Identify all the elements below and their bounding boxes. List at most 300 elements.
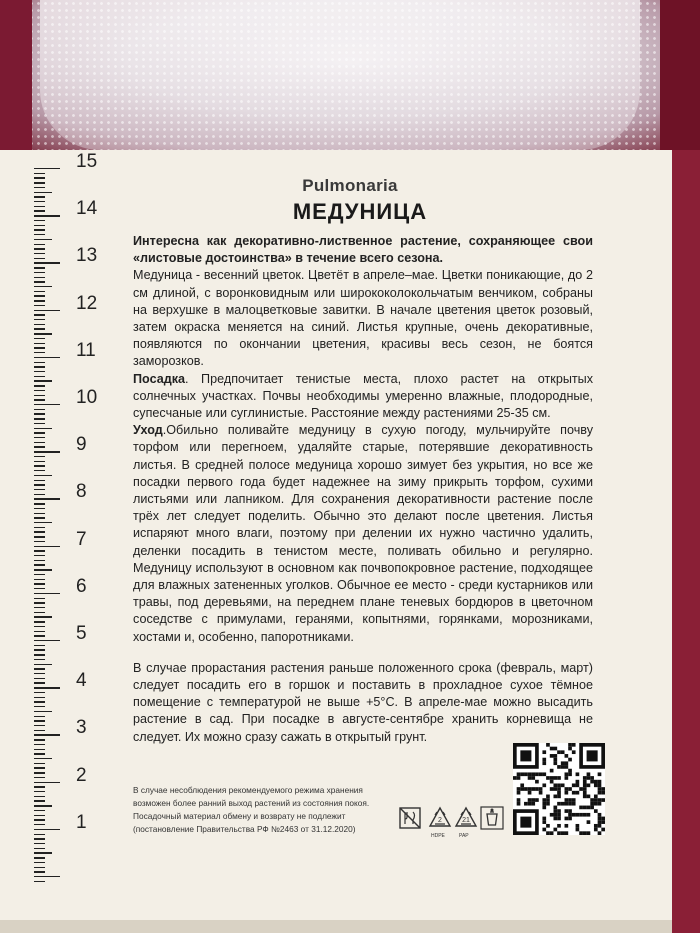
qr-module bbox=[576, 824, 580, 828]
qr-module bbox=[568, 743, 572, 747]
trash-bin-icon bbox=[480, 806, 504, 830]
qr-module bbox=[590, 806, 594, 810]
ruler-tick bbox=[34, 376, 45, 377]
ruler-number: 1 bbox=[76, 811, 87, 833]
qr-module bbox=[568, 802, 572, 806]
ruler-tick bbox=[34, 767, 45, 768]
ruler-tick bbox=[34, 253, 45, 254]
ruler-tick bbox=[34, 281, 45, 282]
ruler-tick bbox=[34, 522, 52, 523]
ruler-tick bbox=[34, 800, 45, 801]
ruler-tick bbox=[34, 654, 45, 655]
ruler-tick bbox=[34, 687, 60, 688]
qr-module bbox=[565, 817, 569, 821]
qr-module bbox=[565, 754, 569, 758]
ruler-tick bbox=[34, 583, 45, 584]
ruler-tick bbox=[34, 579, 45, 580]
qr-module bbox=[531, 802, 535, 806]
qr-module bbox=[535, 772, 539, 776]
qr-module bbox=[594, 828, 598, 832]
qr-module bbox=[528, 802, 532, 806]
ruler-tick bbox=[34, 786, 45, 787]
ruler-tick bbox=[34, 621, 45, 622]
ruler-tick bbox=[34, 682, 45, 683]
qr-module bbox=[583, 780, 587, 784]
ruler-tick bbox=[34, 362, 45, 363]
qr-module bbox=[553, 817, 557, 821]
qr-module bbox=[598, 824, 602, 828]
qr-module bbox=[594, 795, 598, 799]
qr-module bbox=[565, 787, 569, 791]
qr-module bbox=[572, 743, 576, 747]
qr-module bbox=[590, 780, 594, 784]
qr-code-icon bbox=[513, 743, 605, 835]
package-edge-left bbox=[0, 0, 32, 150]
ruler-number: 11 bbox=[76, 339, 96, 361]
qr-module bbox=[550, 769, 554, 773]
qr-module bbox=[587, 772, 591, 776]
ruler-tick bbox=[34, 645, 45, 646]
ruler-tick bbox=[34, 834, 45, 835]
qr-module bbox=[572, 750, 576, 754]
ruler-tick bbox=[34, 857, 45, 858]
mesh-texture bbox=[0, 0, 700, 150]
qr-module bbox=[517, 776, 521, 780]
qr-module bbox=[583, 776, 587, 780]
ruler-tick bbox=[34, 668, 45, 669]
ruler-tick bbox=[34, 546, 60, 547]
qr-module bbox=[601, 817, 605, 821]
ruler-tick bbox=[34, 598, 45, 599]
qr-module bbox=[535, 780, 539, 784]
qr-module bbox=[561, 761, 565, 765]
ruler-tick bbox=[34, 720, 45, 721]
ruler-tick bbox=[34, 328, 45, 329]
qr-module bbox=[553, 828, 557, 832]
qr-module bbox=[542, 828, 546, 832]
ruler-tick bbox=[34, 446, 45, 447]
ruler-tick bbox=[34, 560, 45, 561]
qr-module bbox=[572, 802, 576, 806]
ruler-tick bbox=[34, 267, 45, 268]
qr-module bbox=[535, 787, 539, 791]
ruler-tick bbox=[34, 527, 45, 528]
ruler-tick bbox=[34, 442, 45, 443]
qr-module bbox=[576, 780, 580, 784]
qr-module bbox=[572, 813, 576, 817]
qr-module bbox=[565, 791, 569, 795]
care-label: Уход bbox=[133, 423, 163, 438]
qr-module bbox=[598, 798, 602, 802]
ruler-tick bbox=[34, 867, 45, 868]
qr-module bbox=[601, 798, 605, 802]
qr-module bbox=[594, 824, 598, 828]
qr-module bbox=[531, 787, 535, 791]
ruler-tick bbox=[34, 272, 45, 273]
ruler-tick bbox=[34, 390, 45, 391]
ruler-tick bbox=[34, 753, 45, 754]
ruler-tick bbox=[34, 248, 45, 249]
qr-module bbox=[557, 791, 561, 795]
ruler-tick bbox=[34, 564, 45, 565]
qr-module bbox=[557, 750, 561, 754]
qr-module bbox=[550, 780, 554, 784]
ruler-tick bbox=[34, 796, 45, 797]
ruler-tick bbox=[34, 480, 45, 481]
qr-module bbox=[528, 772, 532, 776]
qr-module bbox=[572, 791, 576, 795]
ruler-number: 3 bbox=[76, 717, 87, 739]
ruler-tick bbox=[34, 716, 45, 717]
package-side bbox=[672, 150, 700, 933]
ruler-tick bbox=[34, 314, 45, 315]
planting-label: Посадка bbox=[133, 371, 186, 386]
ruler-tick bbox=[34, 484, 45, 485]
no-food-contact-icon bbox=[398, 806, 422, 830]
qr-module bbox=[598, 783, 602, 787]
care-text: .Обильно поливайте медуницу в сухую погоду, мульчируйте почву торфом или перегноем, удаляйте старые, потерявшие декоративность листья. В средней полосе медуница хорошо зимует без укрытия, но все же посадки первого года будет надежнее на зиму прикрыть торфом, сухими листьями или лапником. Для сохранения декоративности растение после трёх лет следует поделить. Обычно это делают после цветения. Листья испаряют много влаги, поэтому при делении их нужно частично удалить, деленки посадить в тенистом месте, поливать обильно и регулярно. Медуницу используют в основном как почвопокровное растение, подходящее для влажных затененных уголков. Обычное ее место - среди кустарников или травы, под деревьями, на переднем плане теневых бордюров в цветочном соседстве с примулами, геранями, копытнями, горянками, морозниками, хостами и, особенно, папоротниками. bbox=[133, 423, 593, 644]
ruler-tick bbox=[34, 862, 45, 863]
qr-module bbox=[561, 783, 565, 787]
qr-module bbox=[517, 787, 521, 791]
qr-module bbox=[546, 743, 550, 747]
package-top-photo bbox=[0, 0, 700, 150]
ruler-tick bbox=[34, 489, 45, 490]
qr-module bbox=[572, 783, 576, 787]
ruler-tick bbox=[34, 730, 45, 731]
qr-module bbox=[568, 798, 572, 802]
qr-module bbox=[583, 783, 587, 787]
ruler-tick bbox=[34, 881, 45, 882]
qr-module bbox=[568, 769, 572, 773]
qr-module bbox=[587, 776, 591, 780]
qr-module bbox=[587, 813, 591, 817]
ruler-tick bbox=[34, 404, 60, 405]
qr-module bbox=[553, 787, 557, 791]
ruler-tick bbox=[34, 380, 52, 381]
qr-module bbox=[528, 787, 532, 791]
description bbox=[133, 233, 593, 746]
ruler-tick bbox=[34, 456, 45, 457]
qr-module bbox=[565, 772, 569, 776]
ruler-tick bbox=[34, 517, 45, 518]
qr-module bbox=[531, 798, 535, 802]
qr-module bbox=[553, 761, 557, 765]
qr-module bbox=[590, 798, 594, 802]
qr-module bbox=[550, 754, 554, 758]
qr-module bbox=[531, 776, 535, 780]
ruler-tick bbox=[34, 196, 45, 197]
ruler-tick bbox=[34, 673, 45, 674]
qr-module bbox=[561, 831, 565, 835]
qr-module bbox=[520, 783, 524, 787]
ruler bbox=[34, 150, 104, 920]
ruler-tick bbox=[34, 692, 45, 693]
ruler-tick bbox=[34, 602, 45, 603]
qr-module bbox=[528, 776, 532, 780]
qr-module bbox=[568, 809, 572, 813]
qr-module bbox=[553, 795, 557, 799]
ruler-tick bbox=[34, 234, 45, 235]
qr-module bbox=[568, 813, 572, 817]
recycle-pap-icon bbox=[454, 806, 478, 830]
qr-module bbox=[598, 820, 602, 824]
ruler-tick bbox=[34, 385, 45, 386]
ruler-tick bbox=[34, 418, 45, 419]
qr-module bbox=[583, 831, 587, 835]
ruler-tick bbox=[34, 432, 45, 433]
qr-module bbox=[583, 813, 587, 817]
ruler-tick bbox=[34, 357, 60, 358]
footer-line: В случае несоблюдения рекомендуемого режима хранения bbox=[133, 785, 363, 795]
qr-module bbox=[520, 787, 524, 791]
qr-module bbox=[576, 828, 580, 832]
qr-module bbox=[572, 798, 576, 802]
footer-line: Посадочный материал обмену и возврату не подлежит bbox=[133, 811, 346, 821]
qr-module bbox=[520, 817, 531, 828]
recycle-hdpe-icon bbox=[428, 806, 452, 830]
ruler-tick bbox=[34, 824, 45, 825]
ruler-tick bbox=[34, 664, 52, 665]
qr-module bbox=[550, 747, 554, 751]
qr-module bbox=[598, 802, 602, 806]
ruler-tick bbox=[34, 262, 60, 263]
ruler-number: 12 bbox=[76, 292, 98, 314]
qr-module bbox=[601, 787, 605, 791]
ruler-number: 4 bbox=[76, 670, 87, 692]
ruler-tick bbox=[34, 876, 60, 877]
qr-module bbox=[557, 787, 561, 791]
ruler-tick bbox=[34, 640, 60, 641]
qr-module bbox=[565, 831, 569, 835]
qr-module bbox=[520, 750, 531, 761]
qr-module bbox=[583, 795, 587, 799]
qr-module bbox=[542, 802, 546, 806]
qr-module bbox=[550, 813, 554, 817]
ruler-tick bbox=[34, 461, 45, 462]
ruler-tick bbox=[34, 258, 45, 259]
ruler-tick bbox=[34, 805, 52, 806]
ruler-tick bbox=[34, 338, 45, 339]
ruler-number: 5 bbox=[76, 623, 87, 644]
qr-module bbox=[517, 772, 521, 776]
ruler-tick bbox=[34, 607, 45, 608]
ruler-number: 6 bbox=[76, 575, 87, 597]
ruler-tick bbox=[34, 310, 60, 311]
qr-module bbox=[579, 806, 583, 810]
ruler-tick bbox=[34, 871, 45, 872]
qr-module bbox=[553, 813, 557, 817]
ruler-tick bbox=[34, 843, 45, 844]
ruler-tick bbox=[34, 395, 45, 396]
ruler-tick bbox=[34, 173, 45, 174]
ruler-tick bbox=[34, 810, 45, 811]
latin-name: Pulmonaria bbox=[302, 176, 398, 195]
qr-module bbox=[517, 791, 521, 795]
storage-notice bbox=[133, 784, 413, 836]
qr-module bbox=[587, 831, 591, 835]
qr-module bbox=[557, 831, 561, 835]
ruler-tick bbox=[34, 631, 45, 632]
intro-text: Медуница - весенний цветок. Цветёт в апреле–мае. Цветки поникающие, до 2 см длиной, с воронковидным или ширококолокольчатым венчиком, собраны на верхушке в малоцветковые завитки. В начале цветения цветок розовый, затем окраска меняется на синий. Листья крупные, очень декоративные, появляются по окончании цветения, красивы весь сезон, не боятся заморозков. bbox=[133, 268, 593, 369]
qr-module bbox=[594, 783, 598, 787]
qr-module bbox=[557, 783, 561, 787]
qr-module bbox=[583, 787, 587, 791]
qr-module bbox=[579, 831, 583, 835]
qr-module bbox=[594, 802, 598, 806]
ruler-tick bbox=[34, 616, 52, 617]
ruler-tick bbox=[34, 343, 45, 344]
qr-module bbox=[568, 772, 572, 776]
qr-module bbox=[576, 791, 580, 795]
qr-module bbox=[601, 828, 605, 832]
qr-module bbox=[557, 809, 561, 813]
qr-module bbox=[565, 765, 569, 769]
ruler-tick bbox=[34, 319, 45, 320]
qr-module bbox=[542, 817, 546, 821]
qr-module bbox=[598, 813, 602, 817]
qr-module bbox=[539, 772, 543, 776]
qr-module bbox=[583, 791, 587, 795]
qr-module bbox=[583, 806, 587, 810]
ruler-tick bbox=[34, 725, 45, 726]
qr-module bbox=[520, 772, 524, 776]
early-growth-text: В случае прорастания растения раньше положенного срока (февраль, март) следует посадить его в горшок и поставить в прохладное сухое тёмное помещение с температурой не выше +5°С. В апреле-мае можно высадить растение в сад. При посадке в августе-сентябре хранить корневища не следует. Их можно сразу сажать в открытый грунт. bbox=[133, 660, 593, 744]
qr-module bbox=[542, 750, 546, 754]
qr-module bbox=[557, 776, 561, 780]
ruler-tick bbox=[34, 744, 45, 745]
ruler-number: 10 bbox=[76, 387, 98, 408]
qr-module bbox=[565, 802, 569, 806]
ruler-tick bbox=[34, 739, 45, 740]
ruler-tick bbox=[34, 508, 45, 509]
qr-module bbox=[531, 772, 535, 776]
qr-module bbox=[553, 754, 557, 758]
ruler-tick bbox=[34, 711, 52, 712]
qr-module bbox=[598, 831, 602, 835]
qr-module bbox=[546, 798, 550, 802]
ruler-tick bbox=[34, 437, 45, 438]
ruler-tick bbox=[34, 291, 45, 292]
qr-module bbox=[587, 806, 591, 810]
qr-module bbox=[568, 787, 572, 791]
qr-module bbox=[565, 809, 569, 813]
qr-module bbox=[542, 798, 546, 802]
qr-module bbox=[579, 787, 583, 791]
ruler-number: 2 bbox=[76, 764, 87, 786]
ruler-number: 9 bbox=[76, 434, 87, 456]
ruler-tick bbox=[34, 550, 45, 551]
recycling-icons bbox=[398, 806, 508, 840]
qr-module bbox=[542, 761, 546, 765]
qr-module bbox=[553, 758, 557, 762]
qr-module bbox=[598, 780, 602, 784]
ruler-number: 14 bbox=[76, 198, 98, 220]
planting-text: . Предпочитает тенистые места, плохо растет на открытых солнечных участках. Почвы необходимы умеренно влажные, плодородные, супесчаные или суглинистые. Расстояние между растениями 25-35 см. bbox=[133, 371, 593, 421]
ruler-tick bbox=[34, 475, 52, 476]
qr-module bbox=[546, 802, 550, 806]
qr-module bbox=[598, 772, 602, 776]
qr-module bbox=[513, 776, 517, 780]
ruler-tick bbox=[34, 470, 45, 471]
qr-module bbox=[557, 813, 561, 817]
ruler-tick bbox=[34, 555, 45, 556]
qr-module bbox=[590, 802, 594, 806]
ruler-number: 8 bbox=[76, 481, 87, 503]
ruler-tick bbox=[34, 734, 60, 735]
ruler-tick bbox=[34, 494, 45, 495]
ruler-tick bbox=[34, 659, 45, 660]
qr-module bbox=[542, 772, 546, 776]
qr-module bbox=[553, 809, 557, 813]
ruler-tick bbox=[34, 782, 60, 783]
qr-module bbox=[557, 802, 561, 806]
ruler-tick bbox=[34, 371, 45, 372]
qr-module bbox=[550, 831, 554, 835]
bottom-strip bbox=[0, 920, 672, 933]
ruler-tick bbox=[34, 777, 45, 778]
ruler-tick bbox=[34, 791, 45, 792]
ruler-tick bbox=[34, 541, 45, 542]
ruler-tick bbox=[34, 531, 45, 532]
ruler-tick bbox=[34, 569, 52, 570]
ruler-tick bbox=[34, 409, 45, 410]
ruler-tick bbox=[34, 503, 45, 504]
qr-module bbox=[535, 798, 539, 802]
package-edge-right bbox=[660, 0, 700, 150]
ruler-number: 13 bbox=[76, 245, 98, 267]
ruler-tick bbox=[34, 428, 52, 429]
qr-module bbox=[594, 809, 598, 813]
qr-module bbox=[557, 795, 561, 799]
ruler-number: 15 bbox=[76, 151, 98, 172]
qr-module bbox=[550, 787, 554, 791]
ruler-tick bbox=[34, 772, 45, 773]
qr-module bbox=[565, 798, 569, 802]
ruler-tick bbox=[34, 749, 45, 750]
ruler-tick bbox=[34, 333, 52, 334]
qr-module bbox=[517, 802, 521, 806]
ruler-tick bbox=[34, 413, 45, 414]
ruler-tick bbox=[34, 697, 45, 698]
qr-module bbox=[557, 765, 561, 769]
ruler-tick bbox=[34, 706, 45, 707]
hdpe-label: HDPE bbox=[431, 833, 445, 839]
qr-module bbox=[542, 783, 546, 787]
qr-module bbox=[542, 820, 546, 824]
qr-module bbox=[579, 813, 583, 817]
ruler-tick bbox=[34, 305, 45, 306]
qr-module bbox=[561, 802, 565, 806]
pap-label: PAP bbox=[459, 833, 469, 839]
ruler-tick bbox=[34, 635, 45, 636]
qr-module bbox=[598, 787, 602, 791]
qr-module bbox=[557, 824, 561, 828]
ruler-tick bbox=[34, 347, 45, 348]
qr-module bbox=[568, 817, 572, 821]
qr-module bbox=[594, 780, 598, 784]
footer-line: возможен более ранний выход растений из состояния покоя. bbox=[133, 798, 370, 808]
qr-module bbox=[546, 776, 550, 780]
ruler-tick bbox=[34, 626, 45, 627]
ruler-tick bbox=[34, 498, 60, 499]
russian-name: МЕДУНИЦА bbox=[292, 199, 428, 224]
ruler-tick bbox=[34, 286, 52, 287]
ruler-tick bbox=[34, 763, 45, 764]
ruler-tick bbox=[34, 819, 45, 820]
ruler-tick bbox=[34, 513, 45, 514]
qr-module bbox=[524, 802, 528, 806]
